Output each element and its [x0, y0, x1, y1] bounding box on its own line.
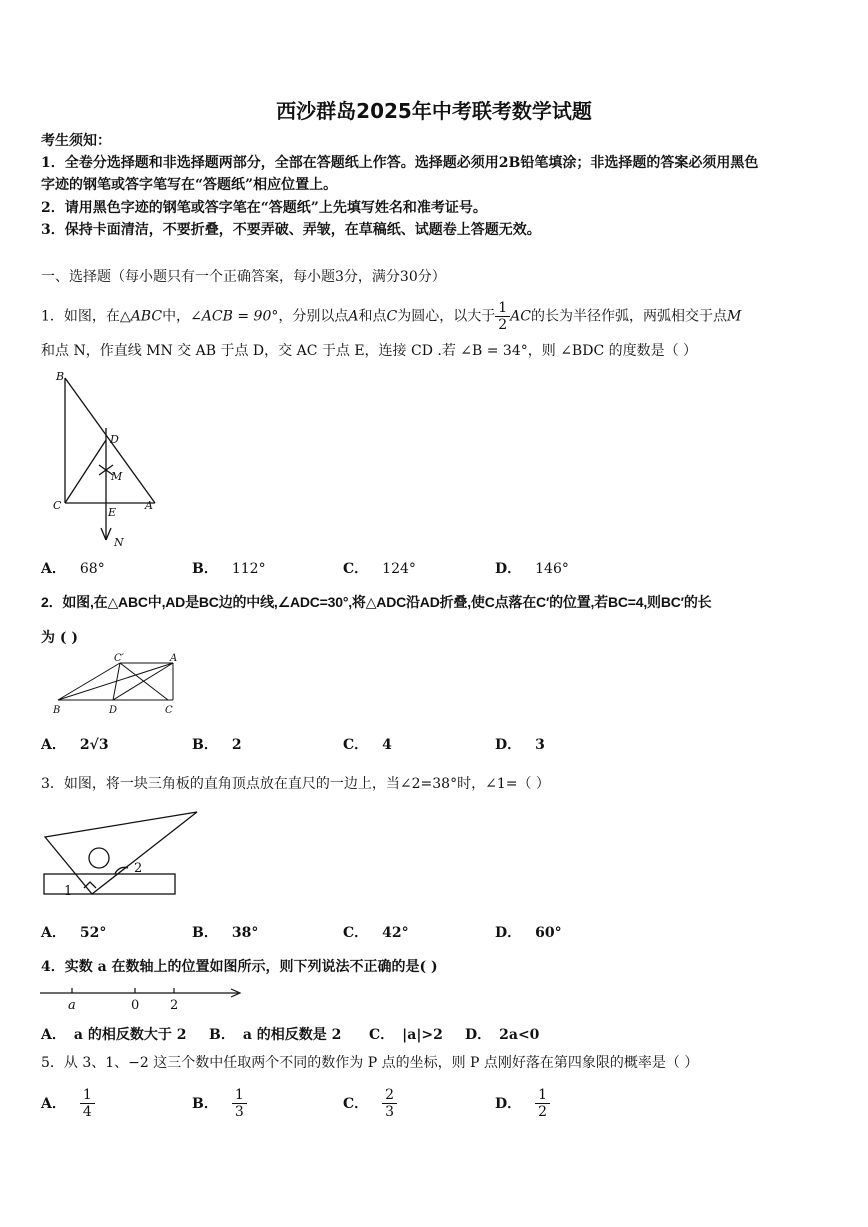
question-1-line-1	[41, 300, 741, 333]
page-title: 西沙群岛2025年中考联考数学试题	[276, 99, 592, 123]
q1-label-n: N	[114, 536, 124, 549]
question-4-line-1: 4．实数 a 在数轴上的位置如图所示，则下列说法不正确的是( )	[41, 959, 438, 975]
q1-text-a: 1．如图，在	[41, 308, 120, 325]
q2-option-b[interactable]: B． 2	[192, 737, 242, 753]
q1-option-c[interactable]: C． 124°	[343, 561, 416, 577]
q4-label-a: a	[68, 998, 76, 1012]
q1-figure	[48, 368, 178, 550]
q3-figure	[40, 806, 202, 900]
q2-option-a[interactable]: A． 2√3	[41, 737, 109, 753]
q1-text-d: 和点	[358, 308, 387, 325]
q1-text-e: 为圆心，以大于	[397, 308, 496, 325]
question-5-line-1: 5．从 3、1、−2 这三个数中任取两个不同的数作为 P 点的坐标，则 P 点刚好落在第四象限的概率是（ ）	[41, 1055, 699, 1071]
question-2-line-1: 2．如图,在△ABC中,AD是BC边的中线,∠ADC=30°,将△ADC沿AD折叠,使C点落在C′的位置,若BC=4,则BC′的长	[41, 594, 712, 610]
q1-angle: ∠ACB = 90°	[190, 308, 279, 325]
q1-label-a: A	[145, 499, 153, 512]
q5-option-c[interactable]: C． $\frac{2}{3}$	[343, 1087, 397, 1120]
q4-option-c[interactable]: C． |a|>2	[369, 1027, 443, 1043]
q5-option-d[interactable]: D． $\frac{1}{2}$	[495, 1087, 550, 1120]
q5-option-b[interactable]: B． $\frac{1}{3}$	[192, 1087, 247, 1120]
q1-point-c: C	[386, 308, 398, 325]
q1-text-f: 的长为半径作弧，两弧相交于点	[530, 308, 727, 325]
q2-label-c-prime: C′	[114, 653, 124, 664]
q3-option-b[interactable]: B． 38°	[192, 925, 259, 941]
q1-option-a[interactable]: A． 68°	[41, 561, 105, 577]
q1-option-d[interactable]: D． 146°	[495, 561, 569, 577]
q1-label-m: M	[111, 470, 123, 483]
notice-heading: 考生须知：	[41, 133, 111, 149]
q4-label-0: 0	[131, 998, 140, 1012]
q1-label-c: C	[53, 499, 62, 512]
q2-option-d[interactable]: D． 3	[495, 737, 545, 753]
q3-angle-1-label: 1	[64, 884, 73, 899]
section-heading: 一、选择题（每小题只有一个正确答案，每小题3分，满分30分）	[41, 269, 446, 285]
q4-option-b[interactable]: B． a 的相反数是 2	[209, 1027, 342, 1043]
q1-text-c: ，分别以点	[278, 308, 349, 325]
notice-item-3: 3．保持卡面清洁，不要折叠，不要弄破、弄皱，在草稿纸、试题卷上答题无效。	[41, 222, 541, 238]
q1-segment-ac: AC	[510, 308, 531, 325]
q3-angle-2-label: 2	[134, 861, 143, 876]
q2-label-d: D	[109, 705, 118, 716]
q3-option-d[interactable]: D． 60°	[495, 925, 562, 941]
q1-text-b: 中，	[162, 308, 191, 325]
q4-label-2: 2	[170, 998, 179, 1012]
q4-option-a[interactable]: A． a 的相反数大于 2	[41, 1027, 187, 1043]
q1-point-m: M	[726, 308, 742, 325]
question-2-line-2: 为 ( )	[41, 630, 78, 646]
notice-item-1-line-1: 1．全卷分选择题和非选择题两部分，全部在答题纸上作答。选择题必须用2B铅笔填涂；非选择题的答案必须用黑色	[41, 155, 759, 171]
q2-option-c[interactable]: C． 4	[343, 737, 392, 753]
q3-option-c[interactable]: C． 42°	[343, 925, 409, 941]
notice-item-2: 2．请用黑色字迹的钢笔或答字笔在“答题纸”上先填写姓名和准考证号。	[41, 200, 487, 216]
notice-item-1-line-2: 字迹的钢笔或答字笔写在“答题纸”相应位置上。	[41, 177, 338, 193]
q1-fraction: $\frac{1}{2}$	[495, 300, 510, 333]
q2-label-c: C	[165, 705, 173, 716]
q1-option-b[interactable]: B． 112°	[192, 561, 266, 577]
q3-option-a[interactable]: A． 52°	[41, 925, 107, 941]
q4-number-line	[38, 982, 248, 1012]
q1-label-e: E	[108, 506, 117, 519]
q1-label-b: B	[56, 370, 65, 383]
q2-label-b: B	[53, 705, 61, 716]
q2-figure	[48, 652, 188, 718]
q4-option-d[interactable]: D． 2a<0	[465, 1027, 540, 1043]
question-3-line-1: 3．如图，将一块三角板的直角顶点放在直尺的一边上，当∠2=38°时，∠1=（ ）	[41, 776, 550, 792]
q5-option-a[interactable]: A． $\frac{1}{4}$	[41, 1087, 95, 1120]
q1-point-a: A	[348, 308, 359, 325]
q2-label-a: A	[170, 653, 178, 664]
question-1-line-2: 和点 N，作直线 MN 交 AB 于点 D，交 AC 于点 E，连接 CD .若 ∠B = 34°，则 ∠BDC 的度数是（ ）	[41, 343, 698, 359]
q1-label-d: D	[110, 433, 119, 446]
q1-triangle: △ABC	[119, 308, 163, 325]
